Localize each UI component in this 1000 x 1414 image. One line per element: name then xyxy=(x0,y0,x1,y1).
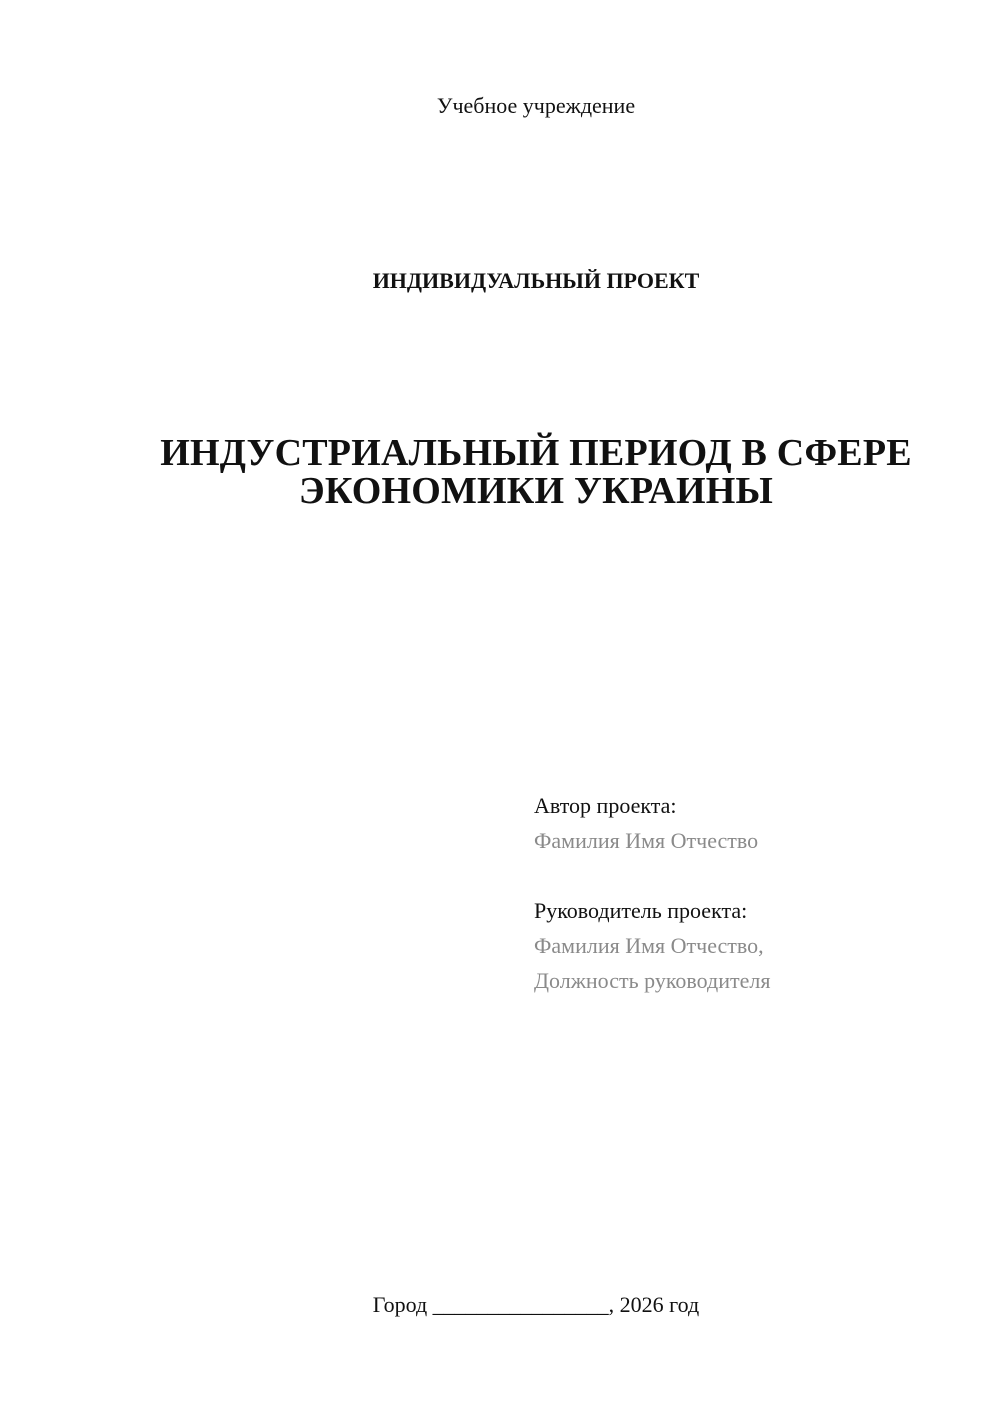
year-text: , 2026 год xyxy=(608,1292,700,1317)
author-label: Автор проекта: xyxy=(534,793,677,818)
institution-name: Учебное учреждение xyxy=(436,93,636,118)
supervisor-label: Руководитель проекта: xyxy=(534,898,748,923)
city-label: Город xyxy=(372,1292,428,1317)
city-year-line xyxy=(0,1290,1000,1320)
author-name: Фамилия Имя Отчество xyxy=(534,828,759,853)
supervisor-name: Фамилия Имя Отчество, xyxy=(534,933,764,958)
project-type-heading: ИНДИВИДУАЛЬНЫЙ ПРОЕКТ xyxy=(372,268,700,293)
credits-block xyxy=(534,788,974,998)
supervisor-position: Должность руководителя xyxy=(534,968,771,993)
project-title-line-2: ЭКОНОМИКИ УКРАИНЫ xyxy=(298,470,774,512)
city-blank: ________________ xyxy=(432,1292,609,1317)
credits-spacer xyxy=(534,858,974,893)
project-title xyxy=(120,434,952,510)
project-title-line-1: ИНДУСТРИАЛЬНЫЙ ПЕРИОД В СФЕРЕ xyxy=(160,432,912,474)
